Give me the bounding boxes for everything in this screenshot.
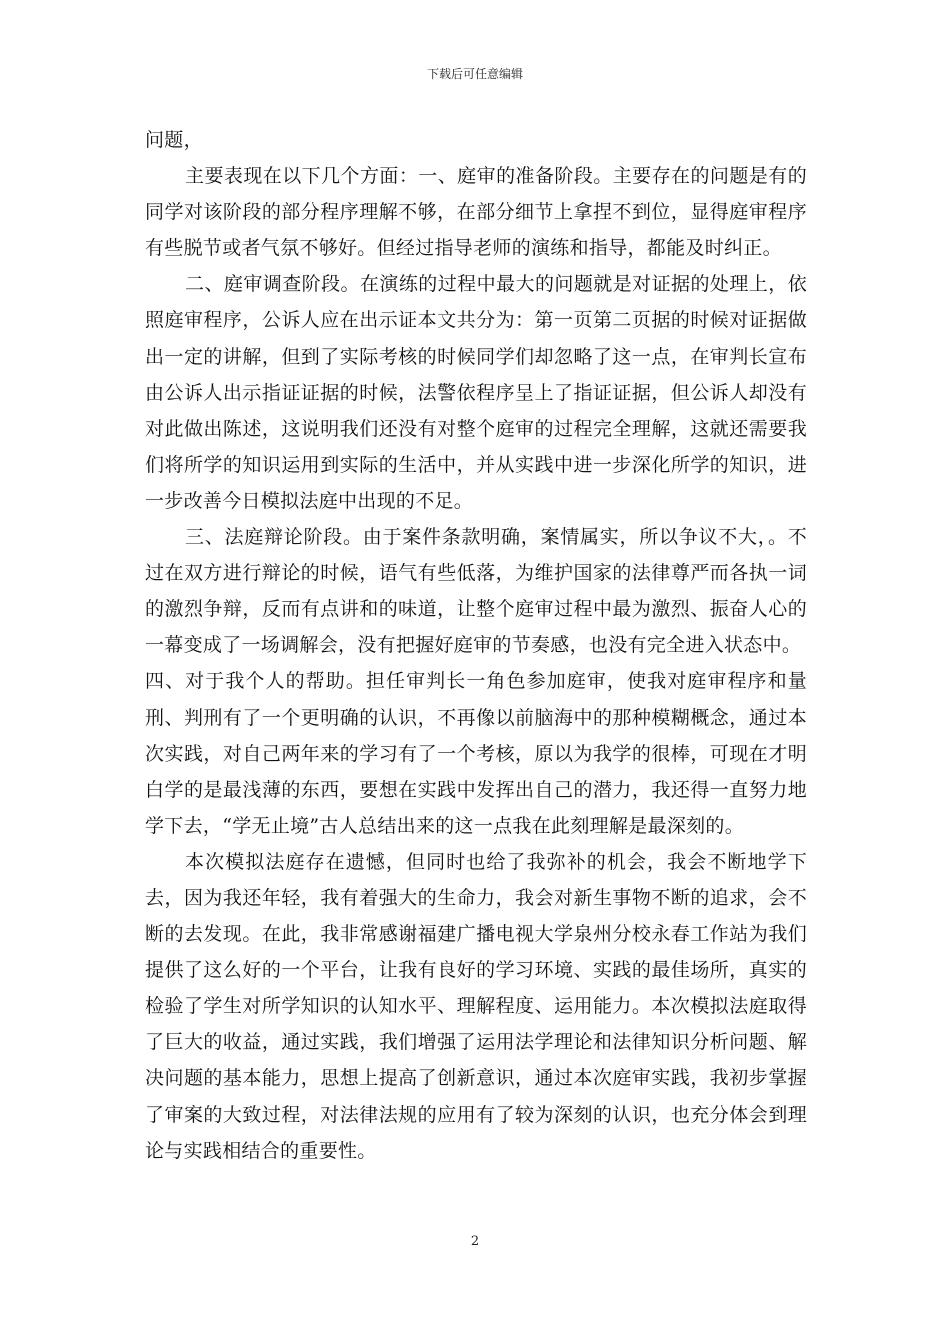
paragraph-5: 四、对于我个人的帮助。担任审判长一角色参加庭审，使我对庭审程序和量刑、判刑有了一个更明确的认识，不再像以前脑海中的那种模糊概念，通过本次实践，对自己两年来的学习有了一个考核，原以为我学的很棒，可现在才明白学的是最浅薄的东西，要想在实践中发挥出自己的潜力，我还得一直努力地学下去，“学无止境”古人总结出来的这一点我在此刻理解是最深刻的。 <box>145 670 807 837</box>
document-body <box>145 122 807 1169</box>
page-number: 2 <box>470 1234 480 1249</box>
paragraph-2: 主要表现在以下几个方面：一、庭审的准备阶段。主要存在的问题是有的同学对该阶段的部分程序理解不够，在部分细节上拿捏不到位，显得庭审程序有些脱节或者气氛不够好。但经过指导老师的演练和指导，都能及时纠正。 <box>145 165 807 260</box>
paragraph-1: 问题， <box>145 129 203 151</box>
paragraph-6: 本次模拟法庭存在遗憾，但同时也给了我弥补的机会，我会不断地学下去，因为我还年轻，我有着强大的生命力，我会对新生事物不断的追求，会不断的去发现。在此，我非常感谢福建广播电视大学泉州分校永春工作站为我们提供了这么好的一个平台，让我有良好的学习环境、实践的最佳场所，真实的检验了学生对所学知识的认知水平、理解程度、运用能力。本次模拟法庭取得了巨大的收益，通过实践，我们增强了运用法学理论和法律知识分析问题、解决问题的基本能力，思想上提高了创新意识，通过本次庭审实践，我初步掌握了审案的大致过程，对法律法规的应用有了较为深刻的认识，也充分体会到理论与实践相结合的重要性。 <box>145 850 807 1162</box>
paragraph-3: 二、庭审调查阶段。在演练的过程中最大的问题就是对证据的处理上，依照庭审程序，公诉人应在出示证本文共分为：第一页第二页据的时候对证据做出一定的讲解，但到了实际考核的时候同学们却忽略了这一点，在审判长宣布由公诉人出示指证证据的时候，法警依程序呈上了指证证据，但公诉人却没有对此做出陈述，这说明我们还没有对整个庭审的过程完全理解，这就还需要我们将所学的知识运用到实际的生活中，并从实践中进一步深化所学的知识，进一步改善今日模拟法庭中出现的不足。 <box>145 273 807 512</box>
page-header: 下载后可任意编辑 <box>426 67 523 81</box>
paragraph-4: 三、法庭辩论阶段。由于案件条款明确，案情属实，所以争议不大，。不过在双方进行辩论的时候，语气有些低落，为维护国家的法律尊严而各执一词的激烈争辩，反而有点讲和的味道，让整个庭审过程中最为激烈、振奋人心的一幕变成了一场调解会，没有把握好庭审的节奏感，也没有完全进入状态中。 <box>145 526 807 657</box>
